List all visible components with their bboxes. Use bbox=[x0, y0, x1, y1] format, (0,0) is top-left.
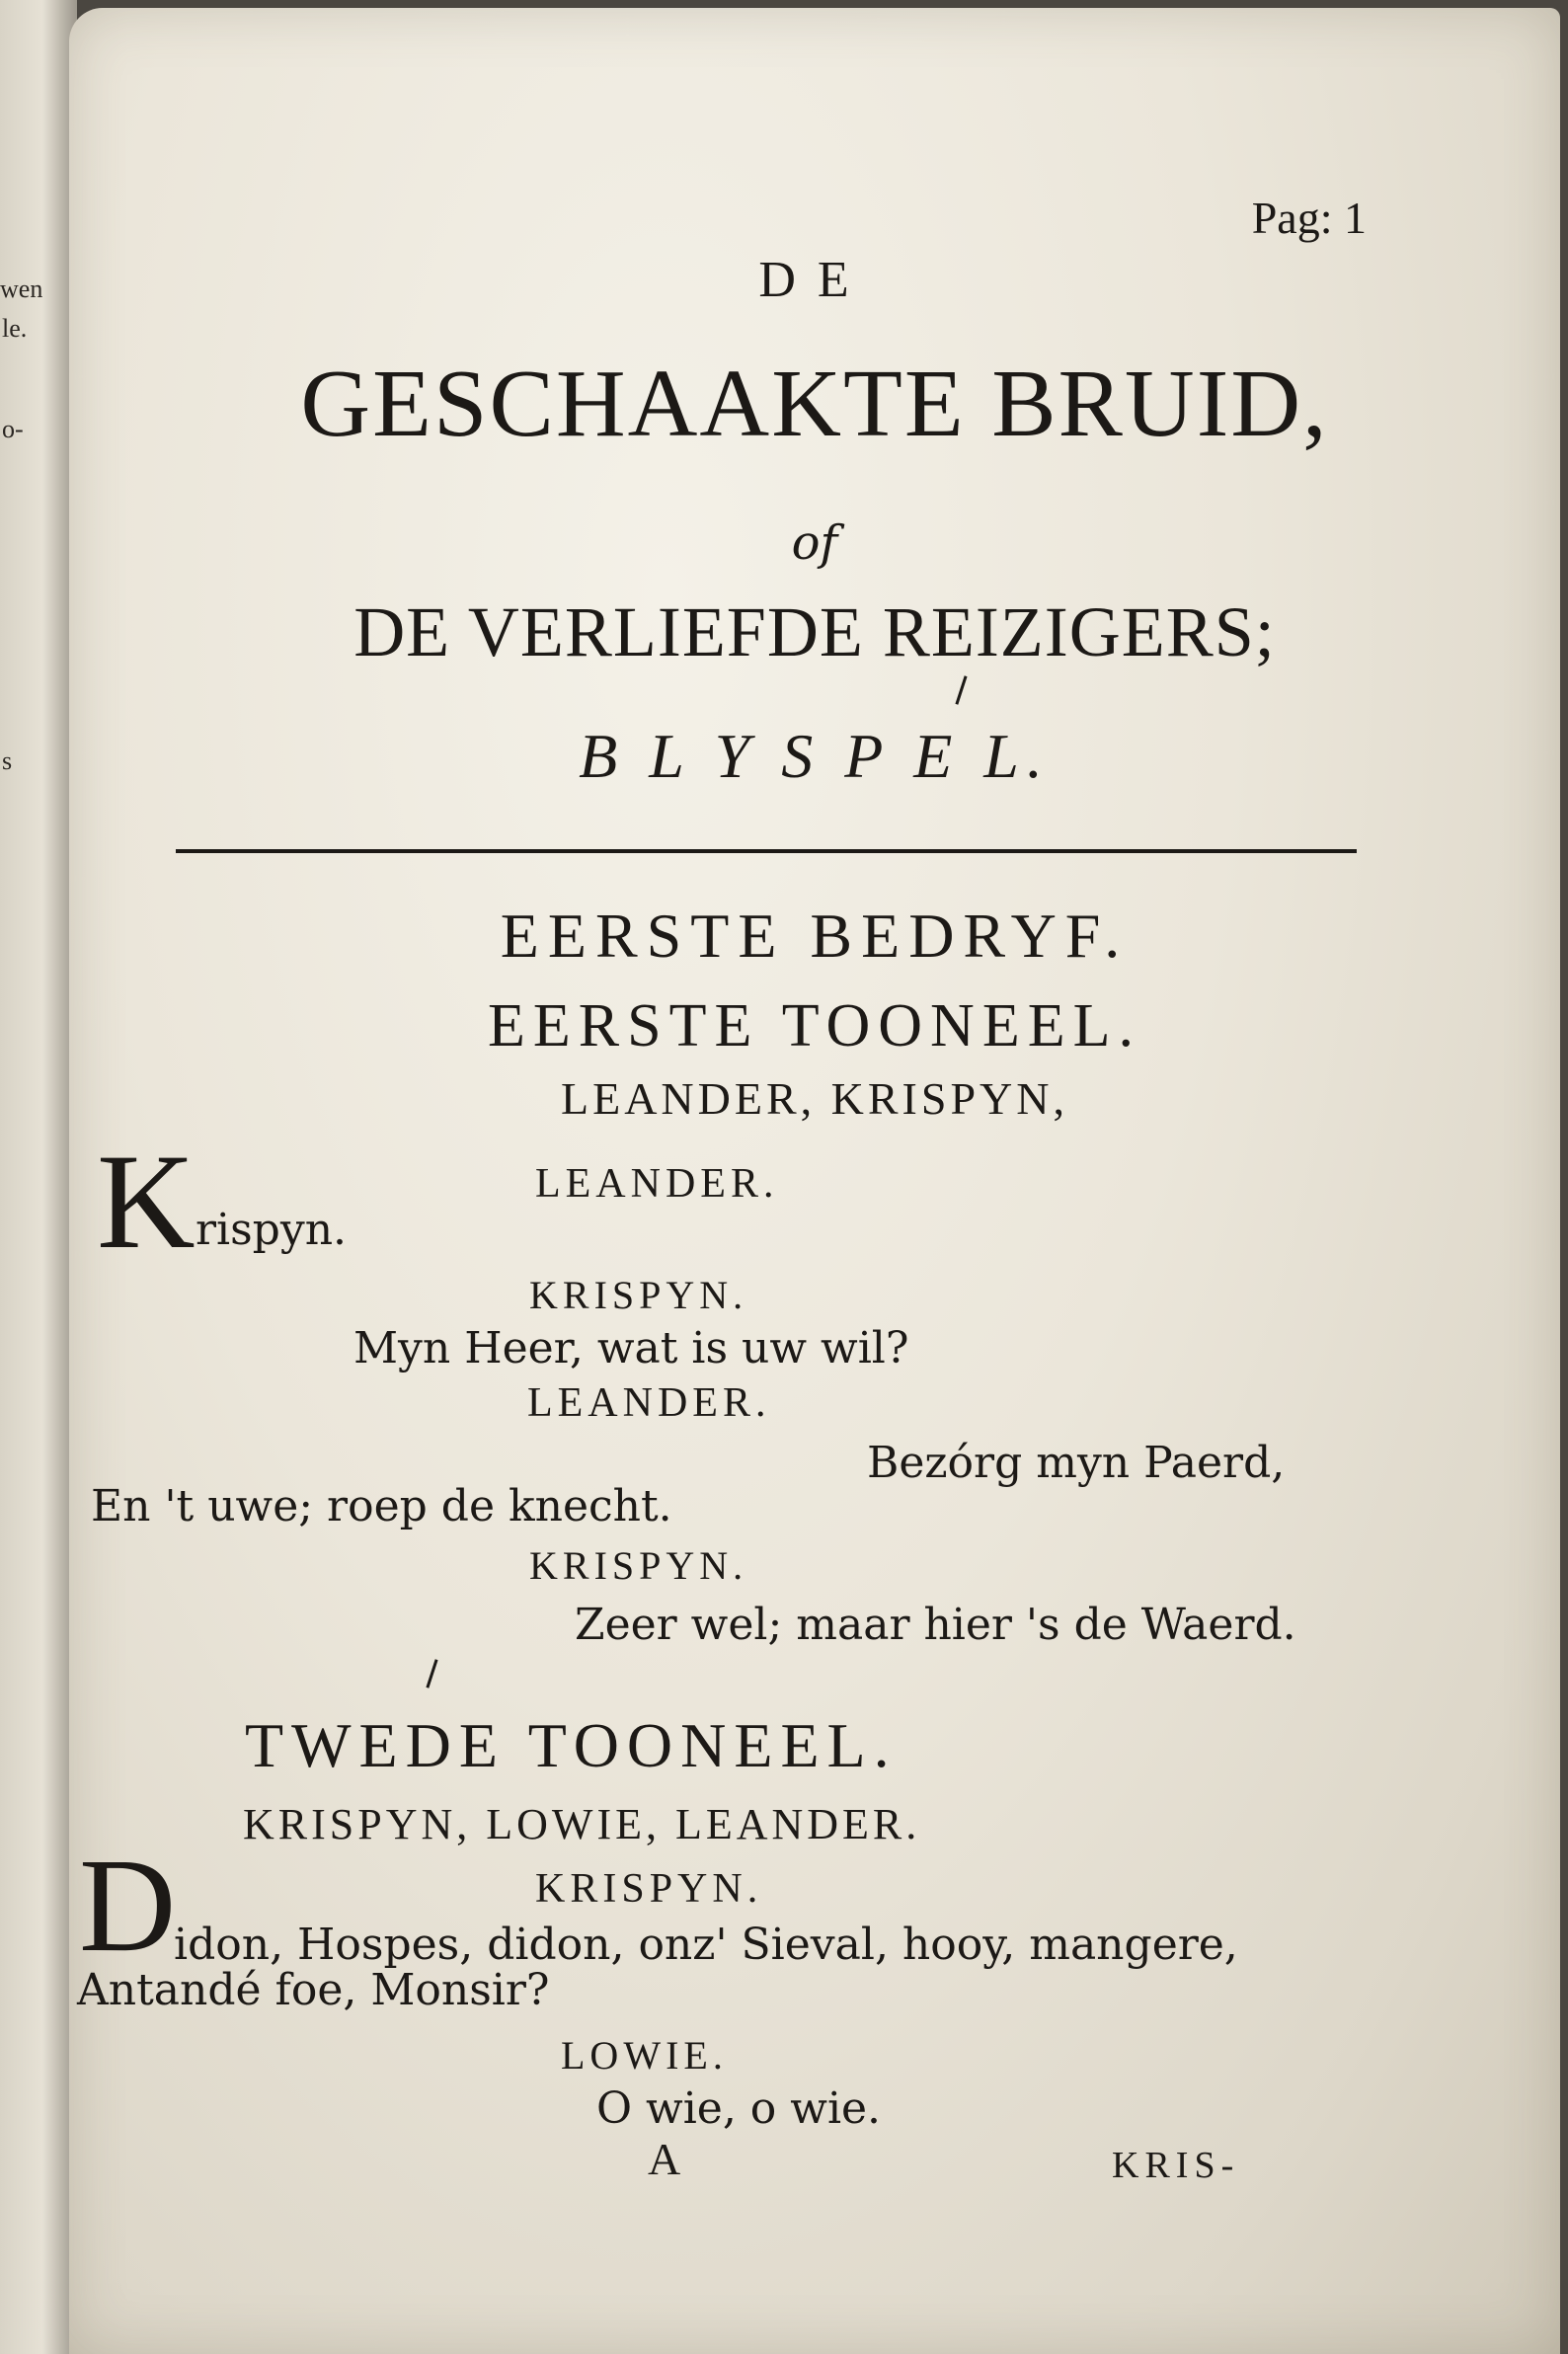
act-heading: EERSTE BEDRYF. bbox=[500, 901, 1130, 971]
speaker-name: LOWIE. bbox=[561, 2033, 728, 2078]
speaker-name: KRISPYN. bbox=[529, 1273, 748, 1317]
facing-page-fragment: wen bbox=[0, 275, 43, 303]
dialogue-line-continuation: En 't uwe; roep de knecht. bbox=[91, 1481, 672, 1531]
drop-cap: K bbox=[97, 1126, 196, 1277]
accent-mark bbox=[426, 1659, 437, 1687]
speaker-name: KRISPYN. bbox=[529, 1543, 748, 1588]
facing-page-fragment: le. bbox=[2, 314, 28, 343]
speaker-name: LEANDER. bbox=[535, 1161, 779, 1207]
dialogue-line-continuation: Antandé foe, Monsir? bbox=[77, 1965, 550, 2015]
accent-mark bbox=[955, 675, 967, 704]
page-number: Pag: 1 bbox=[1251, 193, 1367, 243]
genre-label: B L Y S P E L. bbox=[579, 721, 1051, 791]
facing-page-edge bbox=[0, 0, 77, 2354]
dialogue-line: rispyn. bbox=[196, 1205, 348, 1255]
dialogue-line: Zeer wel; maar hier 's de Waerd. bbox=[575, 1600, 1296, 1650]
scene-characters: LEANDER, KRISPYN, bbox=[561, 1073, 1068, 1124]
facing-page-fragment: o- bbox=[2, 415, 24, 443]
dialogue-line: O wie, o wie. bbox=[596, 2083, 882, 2134]
signature-mark: A bbox=[648, 2134, 681, 2184]
speaker-name: LEANDER. bbox=[527, 1380, 771, 1426]
scene-heading: TWEDE TOONEEL. bbox=[245, 1710, 898, 1780]
title-divider bbox=[176, 849, 1357, 853]
dialogue-line: Myn Heer, wat is uw wil? bbox=[353, 1323, 909, 1373]
title-main: GESCHAAKTE BRUID, bbox=[300, 351, 1329, 457]
facing-page-fragment: s bbox=[2, 746, 13, 775]
book-page bbox=[69, 8, 1560, 2354]
scene-characters: KRISPYN, LOWIE, LEANDER. bbox=[243, 1800, 921, 1848]
title-subtitle: DE VERLIEFDE REIZIGERS; bbox=[353, 592, 1276, 671]
speaker-name: KRISPYN. bbox=[535, 1866, 763, 1912]
drop-cap: D bbox=[79, 1832, 177, 1980]
title-line-de: DE bbox=[758, 252, 871, 308]
dialogue-line: idon, Hospes, didon, onz' Sieval, hooy, mangere, bbox=[174, 1920, 1238, 1970]
scene-heading: EERSTE TOONEEL. bbox=[488, 992, 1141, 1059]
title-of: of bbox=[791, 515, 838, 571]
catchword: KRIS- bbox=[1112, 2145, 1240, 2186]
dialogue-line: Bezórg myn Paerd, bbox=[867, 1438, 1286, 1488]
